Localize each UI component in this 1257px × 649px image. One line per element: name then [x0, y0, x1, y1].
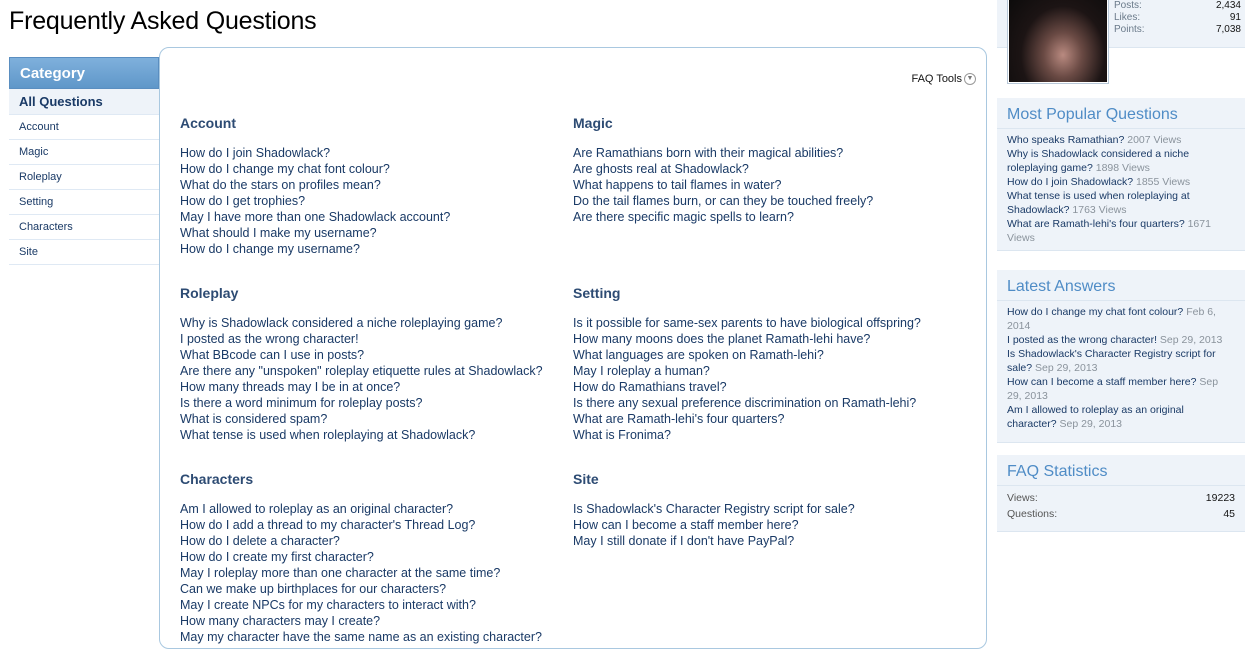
- question-link[interactable]: How can I become a staff member here?: [573, 518, 799, 532]
- chevron-down-icon: ▼: [964, 73, 976, 85]
- question-list: [573, 145, 873, 225]
- category-item-setting[interactable]: Setting: [9, 190, 159, 215]
- stat-value: 45: [1223, 508, 1235, 520]
- stat-label: Views:: [1007, 492, 1038, 504]
- question-link[interactable]: How do I create my first character?: [180, 550, 374, 564]
- question-link[interactable]: Is Shadowlack's Character Registry script for sale?: [573, 502, 855, 516]
- popular-item[interactable]: [1007, 133, 1235, 147]
- question-link[interactable]: What is considered spam?: [180, 412, 328, 426]
- answer-date: Sep 29, 2013: [1059, 418, 1123, 430]
- question-link[interactable]: What tense is used when roleplaying at Shadowlack?: [180, 428, 476, 442]
- question-link[interactable]: How many characters may I create?: [180, 614, 381, 628]
- question-link[interactable]: How do I change my chat font colour?: [1007, 306, 1184, 318]
- question-link[interactable]: Why is Shadowlack considered a niche roleplaying game?: [180, 316, 503, 330]
- section-title: Latest Answers: [997, 270, 1245, 301]
- most-popular-block: [997, 98, 1245, 251]
- faq-main-panel: [159, 47, 987, 649]
- question-link[interactable]: May I still donate if I don't have PayPal?: [573, 534, 795, 548]
- stat-row-points: [1114, 24, 1241, 36]
- question-link[interactable]: What are Ramath-lehi's four quarters?: [1007, 218, 1185, 230]
- answer-date: Sep 29, 2013: [1159, 334, 1223, 346]
- question-link[interactable]: Am I allowed to roleplay as an original character?: [1007, 404, 1184, 430]
- latest-item[interactable]: [1007, 403, 1235, 431]
- question-link[interactable]: Are there specific magic spells to learn?: [573, 210, 794, 224]
- question-link[interactable]: Do the tail flames burn, or can they be touched freely?: [573, 194, 874, 208]
- question-link[interactable]: Am I allowed to roleplay as an original character?: [180, 502, 454, 516]
- question-link[interactable]: Are Ramathians born with their magical abilities?: [573, 146, 844, 160]
- view-count: 1671 Views: [1007, 218, 1211, 244]
- latest-item[interactable]: [1007, 375, 1235, 403]
- question-link[interactable]: I posted as the wrong character!: [180, 332, 359, 346]
- question-link[interactable]: What do the stars on profiles mean?: [180, 178, 381, 192]
- question-link[interactable]: How many threads may I be in at once?: [180, 380, 401, 394]
- category-title: Setting: [573, 285, 621, 301]
- view-count: 1898 Views: [1095, 162, 1150, 174]
- question-link[interactable]: Who speaks Ramathian?: [1007, 134, 1125, 146]
- view-count: 1855 Views: [1136, 176, 1191, 188]
- stat-row-views: [1007, 490, 1235, 506]
- category-list: [9, 89, 159, 265]
- question-link[interactable]: How do I get trophies?: [180, 194, 306, 208]
- popular-item[interactable]: [1007, 175, 1235, 189]
- question-list: [180, 145, 450, 257]
- question-link[interactable]: What tense is used when roleplaying at Shadowlack?: [1007, 190, 1190, 216]
- stat-row-posts: [1114, 0, 1241, 12]
- question-list: [180, 315, 543, 443]
- stat-value: 2,434: [1215, 0, 1241, 11]
- category-item-characters[interactable]: Characters: [9, 215, 159, 240]
- question-link[interactable]: Are ghosts real at Shadowlack?: [573, 162, 749, 176]
- category-title: Account: [180, 115, 236, 131]
- category-section-magic: [573, 115, 873, 225]
- category-section-setting: [573, 285, 921, 443]
- question-link[interactable]: What BBcode can I use in posts?: [180, 348, 365, 362]
- question-link[interactable]: How do I join Shadowlack?: [1007, 176, 1134, 188]
- category-title: Magic: [573, 115, 613, 131]
- question-link[interactable]: How do I change my username?: [180, 242, 360, 256]
- faq-tools-menu[interactable]: [911, 73, 976, 85]
- faq-statistics-block: [997, 455, 1245, 532]
- question-link[interactable]: How many moons does the planet Ramath-lehi have?: [573, 332, 871, 346]
- category-section-site: [573, 471, 855, 549]
- question-list: [573, 315, 921, 443]
- page-title: Frequently Asked Questions: [9, 7, 317, 35]
- category-item-account[interactable]: Account: [9, 115, 159, 140]
- question-link[interactable]: Is it possible for same-sex parents to have biological offspring?: [573, 316, 921, 330]
- question-link[interactable]: How do Ramathians travel?: [573, 380, 727, 394]
- question-link[interactable]: What are Ramath-lehi's four quarters?: [573, 412, 785, 426]
- question-link[interactable]: May my character have the same name as an existing character?: [180, 630, 542, 644]
- statistics-list: [997, 486, 1245, 528]
- category-title: Roleplay: [180, 285, 239, 301]
- question-link[interactable]: Can we make up birthplaces for our characters?: [180, 582, 447, 596]
- question-link[interactable]: What is Fronima?: [573, 428, 671, 442]
- category-item-magic[interactable]: Magic: [9, 140, 159, 165]
- question-link[interactable]: How do I change my chat font colour?: [180, 162, 390, 176]
- category-item-roleplay[interactable]: Roleplay: [9, 165, 159, 190]
- answer-date: Feb 6, 2014: [1007, 306, 1216, 332]
- question-link[interactable]: How can I become a staff member here?: [1007, 376, 1197, 388]
- view-count: 2007 Views: [1127, 134, 1182, 146]
- avatar-image: [1009, 0, 1107, 82]
- question-link[interactable]: May I roleplay a human?: [573, 364, 710, 378]
- category-title: Site: [573, 471, 599, 487]
- answer-date: Sep 29, 2013: [1035, 362, 1098, 374]
- profile-block: [997, 0, 1245, 48]
- stat-label: Posts:: [1114, 0, 1142, 11]
- category-item-site[interactable]: Site: [9, 240, 159, 265]
- stat-row-questions: [1007, 506, 1235, 522]
- popular-item[interactable]: [1007, 147, 1235, 175]
- stat-value: 19223: [1205, 492, 1235, 504]
- answer-date: Sep 29, 2013: [1007, 376, 1219, 402]
- category-title: Characters: [180, 471, 254, 487]
- popular-item[interactable]: [1007, 189, 1235, 217]
- popular-list: [997, 129, 1245, 251]
- stat-value: 91: [1229, 12, 1241, 23]
- category-item-all-questions[interactable]: All Questions: [9, 89, 159, 115]
- latest-answers-block: [997, 270, 1245, 443]
- avatar[interactable]: [1007, 0, 1109, 84]
- question-link[interactable]: Is Shadowlack's Character Registry script for sale?: [1007, 348, 1216, 374]
- category-nav: [9, 57, 159, 265]
- question-link[interactable]: How do I delete a character?: [180, 534, 340, 548]
- section-title: FAQ Statistics: [997, 455, 1245, 486]
- question-link[interactable]: How do I join Shadowlack?: [180, 146, 331, 160]
- stat-label: Questions:: [1007, 508, 1058, 520]
- latest-item[interactable]: [1007, 333, 1235, 347]
- question-list: [180, 501, 542, 645]
- question-link[interactable]: May I have more than one Shadowlack account?: [180, 210, 451, 224]
- popular-item[interactable]: [1007, 217, 1235, 245]
- faq-tools-label: FAQ Tools: [911, 73, 962, 85]
- view-count: 1763 Views: [1072, 204, 1127, 216]
- latest-item[interactable]: [1007, 305, 1235, 333]
- category-section-characters: [180, 471, 542, 645]
- latest-item[interactable]: [1007, 347, 1235, 375]
- stat-label: Points:: [1114, 24, 1145, 35]
- question-link[interactable]: What happens to tail flames in water?: [573, 178, 782, 192]
- category-header: Category: [9, 57, 159, 89]
- category-section-roleplay: [180, 285, 543, 443]
- question-link[interactable]: What should I make my username?: [180, 226, 377, 240]
- question-link[interactable]: May I create NPCs for my characters to interact with?: [180, 598, 476, 612]
- latest-list: [997, 301, 1245, 437]
- question-link[interactable]: Is there a word minimum for roleplay posts?: [180, 396, 423, 410]
- section-title: Most Popular Questions: [997, 98, 1245, 129]
- question-link[interactable]: Why is Shadowlack considered a niche roleplaying game?: [1007, 148, 1190, 174]
- question-link[interactable]: Are there any "unspoken" roleplay etiquette rules at Shadowlack?: [180, 364, 543, 378]
- question-list: [573, 501, 855, 549]
- profile-stats: [1114, 0, 1241, 36]
- category-section-account: [180, 115, 450, 257]
- stat-value: 7,038: [1215, 24, 1241, 35]
- question-link[interactable]: What languages are spoken on Ramath-lehi?: [573, 348, 824, 362]
- stat-label: Likes:: [1114, 12, 1141, 23]
- stat-row-likes: [1114, 12, 1241, 24]
- question-link[interactable]: I posted as the wrong character!: [1007, 334, 1157, 346]
- question-link[interactable]: Is there any sexual preference discrimination on Ramath-lehi?: [573, 396, 917, 410]
- question-link[interactable]: How do I add a thread to my character's Thread Log?: [180, 518, 476, 532]
- question-link[interactable]: May I roleplay more than one character at the same time?: [180, 566, 501, 580]
